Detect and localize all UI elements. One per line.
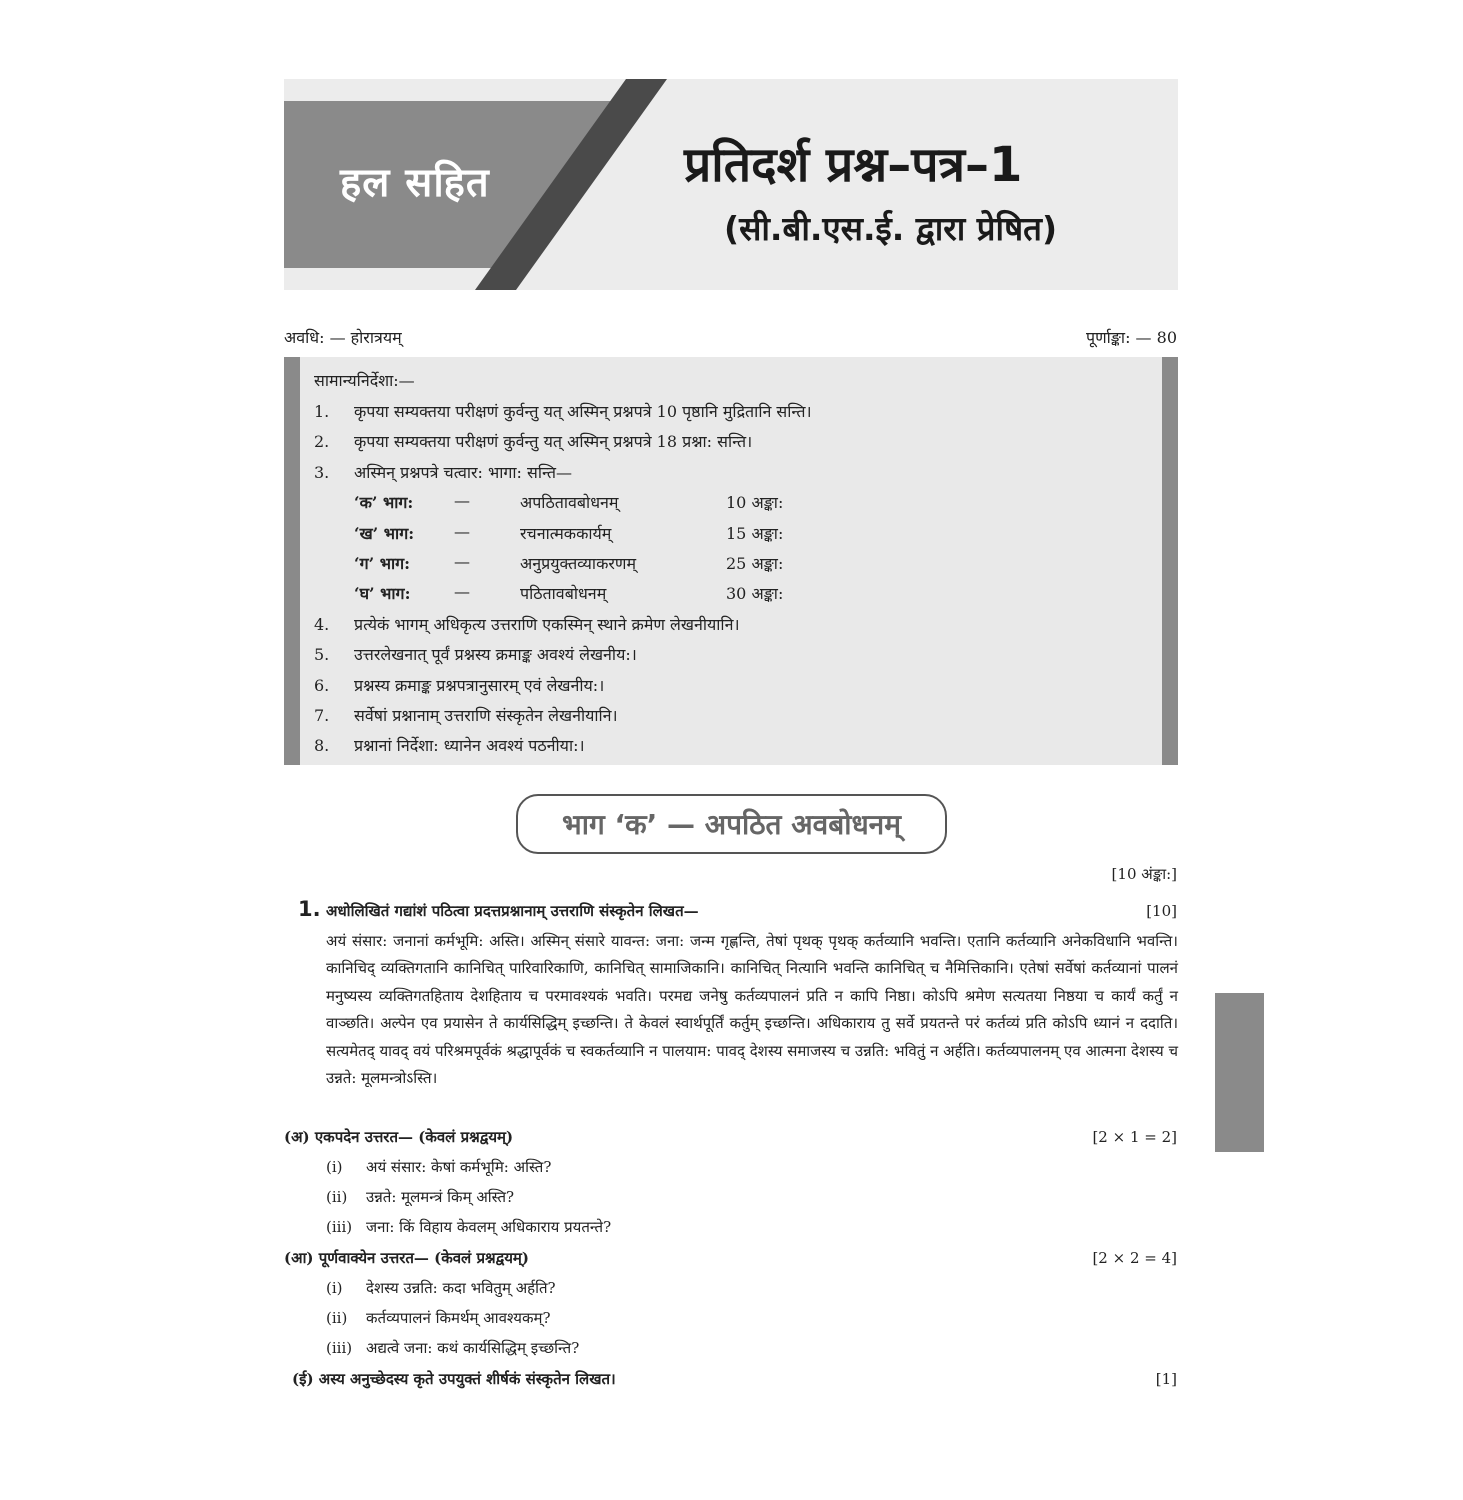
- unseen-passage: अयं संसार: जनानां कर्मभूमि: अस्ति। अस्मिन् संसारे यावन्त: जना: जन्म गृह्णन्ति, तेषां पृथक् पृथक् कर्तव्यानि भवन्ति। एतानि कर्तव्यानि अनेकविधानि भवन्ति। कानिचिद् व्यक्तिगतानि कानिचित् पारिवारिकाणि, कानिचित् सामाजिकानि। कानिचित् नित्यानि भवन्ति कानिचित् च नैमित्तिकानि। एतेषां सर्वेषां कर्तव्यानां पालनं मनुष्यस्य व्यक्तिगतहिताय देशहिताय च परमावश्यकं भवति। परमद्य जनेषु कर्तव्यपालनं प्रति न कापि निष्ठा। कोऽपि श्रमेण सत्यतया निष्ठया च कार्यं कर्तुं न वाञ्छति। अल्पेन एव प्रयासेन ते कार्यसिद्धिम् इच्छन्ति। ते केवलं स्वार्थपूर्तिं कर्तुम् इच्छन्ति। अधिकाराय तु सर्वे प्रयतन्ते परं कर्तव्यं प्रति कोऽपि ध्यानं न ददाति। सत्यमेतद् यावद् वयं परिश्रमपूर्वकं श्रद्धापूर्वकं च स्वकर्तव्यानि न पालयाम: पावद् देशस्य समाजस्य च उन्नति: भवितुं न अर्हति। कर्तव्यपालनम् एव आत्मना देशस्य च उन्नते: मूलमन्त्रोऽस्ति।: [326, 932, 1178, 1088]
- subquestion-item: (i) देशस्य उन्नति: कदा भवितुम् अर्हति?: [326, 1279, 556, 1297]
- subquestion-aa-heading: (आ) पूर्णवाक्येन उत्तरत— (केवलं प्रश्नद्वयम्): [284, 1249, 529, 1267]
- instruction-item: 2. कृपया सम्यक्तया परीक्षणं कुर्वन्तु यत् अस्मिन् प्रश्नपत्रे 18 प्रश्ना: सन्ति।: [314, 432, 753, 451]
- paper-title: प्रतिदर्श प्रश्न–पत्र–1: [684, 137, 1023, 193]
- box-left-bar: [284, 357, 300, 765]
- subquestion-i-marks: [1]: [1155, 1370, 1177, 1388]
- subquestion-a-heading: (अ) एकपदेन उत्तरत— (केवलं प्रश्नद्वयम्): [284, 1128, 514, 1146]
- instruction-item: 6. प्रश्नस्य क्रमाङ्क प्रश्नपत्रानुसारम् एवं लेखनीय:।: [314, 676, 605, 695]
- page-edge-tab: [1215, 993, 1264, 1152]
- subquestion-aa-marks: [2 × 2 = 4]: [1092, 1249, 1177, 1267]
- question-text: अधोलिखितं गद्यांशं पठित्वा प्रदत्तप्रश्नानाम् उत्तराणि संस्कृतेन लिखत—: [326, 902, 699, 920]
- subquestion-item: (iii) अद्यत्वे जना: कथं कार्यसिद्धिम् इच्छन्ति?: [326, 1339, 580, 1357]
- subquestion-i-heading: (ई) अस्य अनुच्छेदस्य कृते उपयुक्तं शीर्षकं संस्कृतेन लिखत।: [292, 1370, 616, 1388]
- subquestion-item: (ii) उन्नते: मूलमन्त्रं किम् अस्ति?: [326, 1188, 515, 1206]
- instruction-item: 3. अस्मिन् प्रश्नपत्रे चत्वार: भागा: सन्ति—: [314, 463, 573, 482]
- instruction-item: 7. सर्वेषां प्रश्नानाम् उत्तराणि संस्कृतेन लेखनीयानि।: [314, 706, 618, 725]
- question-number: 1.: [298, 897, 321, 921]
- instruction-item: 1. कृपया सम्यक्तया परीक्षणं कुर्वन्तु यत् अस्मिन् प्रश्नपत्रे 10 पृष्ठानि मुद्रितानि सन्ति।: [314, 402, 812, 421]
- instruction-item: 4. प्रत्येकं भागम् अधिकृत्य उत्तराणि एकस्मिन् स्थाने क्रमेण लेखनीयानि।: [314, 615, 740, 634]
- title-banner: [284, 79, 1178, 290]
- paper-subtitle: (सी.बी.एस.ई. द्वारा प्रेषित): [724, 209, 1058, 248]
- instruction-item: 5. उत्तरलेखनात् पूर्वं प्रश्नस्य क्रमाङ्क अवश्यं लेखनीय:।: [314, 645, 637, 664]
- instructions-heading: सामान्यनिर्देशा:—: [314, 371, 415, 390]
- instruction-item: 8. प्रश्नानां निर्देशा: ध्यानेन अवश्यं पठनीया:।: [314, 736, 585, 755]
- question-marks: [10]: [1146, 902, 1177, 920]
- box-right-bar: [1162, 357, 1178, 765]
- duration-label: अवधि: — होरात्रयम्: [284, 328, 402, 347]
- subquestion-item: (ii) कर्तव्यपालनं किमर्थम् आवश्यकम्?: [326, 1309, 551, 1327]
- section-heading: भाग ‘क’ — अपठित अवबोधनम्: [516, 794, 947, 854]
- general-instructions-box: सामान्यनिर्देशा:— 1. कृपया सम्यक्तया परीक्षणं कुर्वन्तु यत् अस्मिन् प्रश्नपत्रे 10 पृष्ठानि मुद्रितानि सन्ति। 2. कृपया सम्यक्तया परीक्षणं कुर्वन्तु यत् अस्मिन् प्रश्नपत्रे 18 प्रश्ना: सन्ति। 3. अस्मिन् प्रश्नपत्रे चत्वार: भागा: सन्ति— ‘क’ भाग: — अपठितावबोधनम् 10 अङ्का: ‘ख’ भाग: — रचनात्मककार्यम् 15 अङ्का: ‘ग’ भाग: — अनुप्रयुक्तव्याकरणम् 25 अङ्का: ‘घ’ भाग: — पठितावबोधनम् 30 अङ्का: 4. प्रत्येकं भागम् अधिकृत्य उत्तराणि एकस्मिन् स्थाने क्रमेण लेखनीयानि। 5. उत्तरलेखनात् पूर्वं प्रश्नस्य क्रमाङ्क अवश्यं लेखनीय:। 6. प्रश्नस्य क्रमाङ्क प्रश्नपत्रानुसारम् एवं लेखनीय:। 7. सर्वेषां प्रश्नानाम् उत्तराणि संस्कृतेन लेखनीयानि। 8. प्रश्नानां निर्देशा: ध्यानेन अवश्यं पठनीया:।: [284, 357, 1178, 765]
- subquestion-item: (iii) जना: किं विहाय केवलम् अधिकाराय प्रयतन्ते?: [326, 1218, 612, 1236]
- subquestion-item: (i) अयं संसार: केषां कर्मभूमि: अस्ति?: [326, 1158, 552, 1176]
- subquestion-a-marks: [2 × 1 = 2]: [1092, 1128, 1177, 1146]
- section-marks: [10 अंङ्का:]: [1111, 865, 1177, 883]
- banner-solution-label: हल सहित: [340, 160, 490, 206]
- full-marks-label: पूर्णाङ्का: — 80: [1086, 328, 1177, 347]
